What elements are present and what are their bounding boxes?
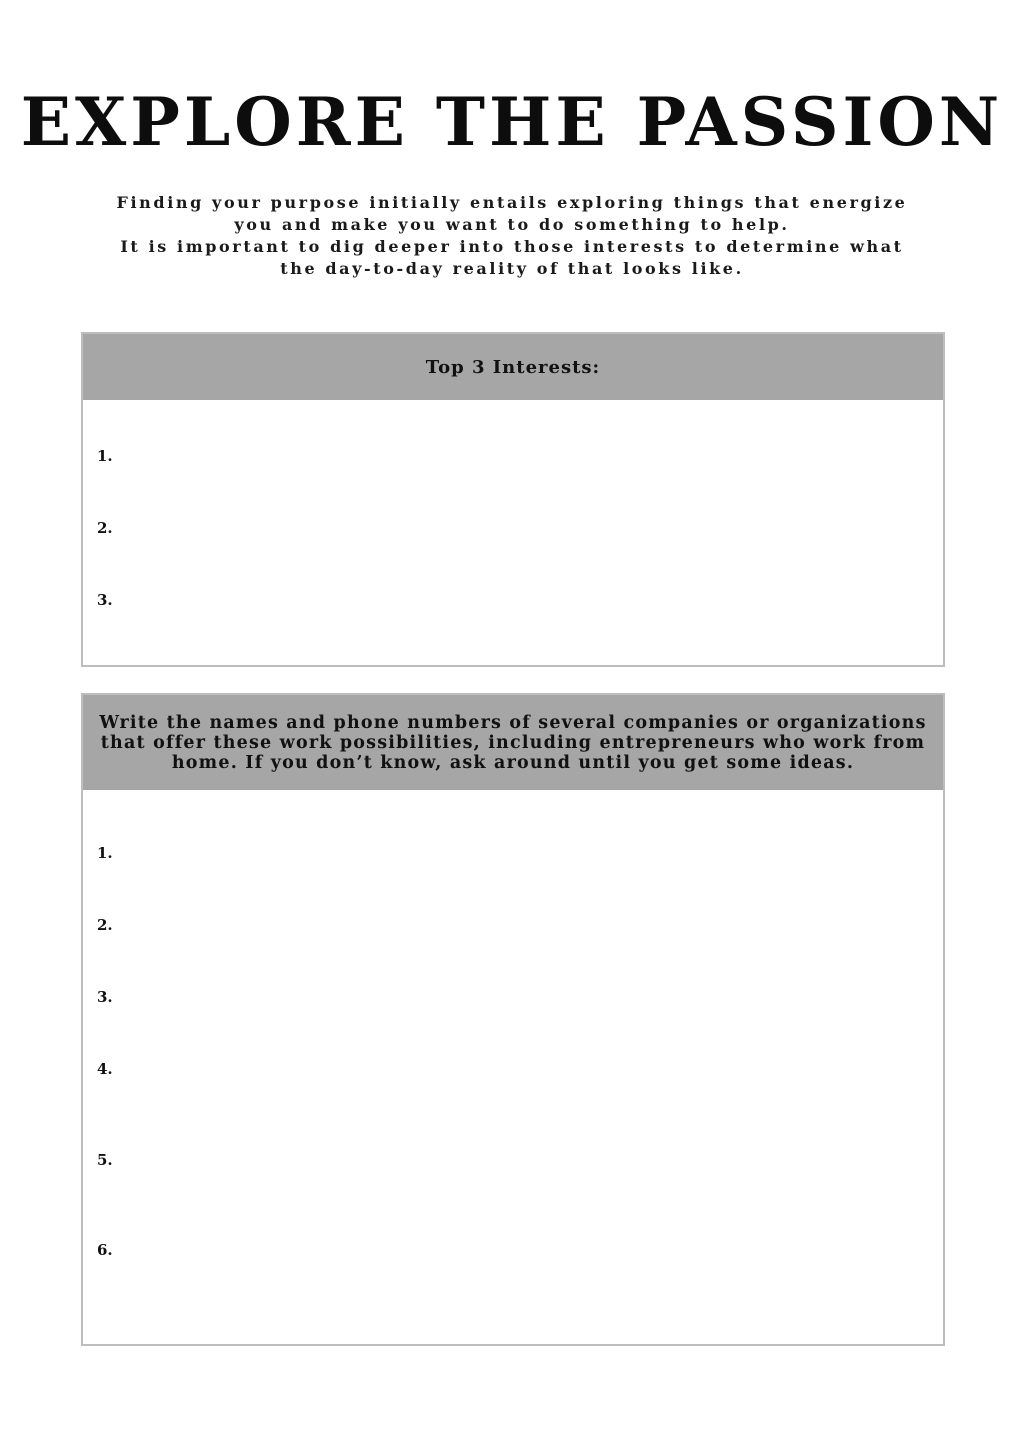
contact-3-write-field[interactable] — [123, 983, 923, 1009]
interest-1-write-field[interactable] — [123, 442, 923, 468]
contact-item-number: 3. — [97, 988, 113, 1006]
intro-paragraph — [90, 192, 934, 280]
intro-line: the day-to-day reality of that looks like. — [280, 259, 744, 278]
contact-item-number: 5. — [97, 1151, 113, 1169]
interest-item-number: 2. — [97, 519, 113, 537]
contact-item-number: 6. — [97, 1241, 113, 1259]
contacts-heading-line: Write the names and phone numbers of several companies or organizations — [99, 712, 927, 733]
contact-5-write-field[interactable] — [123, 1146, 923, 1172]
page-title: EXPLORE THE PASSION — [20, 83, 1004, 161]
contact-item-number: 4. — [97, 1060, 113, 1078]
contact-item-number: 1. — [97, 844, 113, 862]
interests-box — [81, 332, 945, 667]
intro-line: you and make you want to do something to help. — [234, 215, 790, 234]
contact-1-write-field[interactable] — [123, 839, 923, 865]
interest-3-write-field[interactable] — [123, 586, 923, 612]
interest-2-write-field[interactable] — [123, 514, 923, 540]
contact-2-write-field[interactable] — [123, 911, 923, 937]
contacts-heading-line: that offer these work possibilities, including entrepreneurs who work from — [100, 732, 926, 753]
contact-4-write-field[interactable] — [123, 1055, 923, 1081]
interest-item-number: 1. — [97, 447, 113, 465]
interests-heading: Top 3 Interests: — [83, 334, 943, 400]
contacts-heading — [83, 695, 943, 790]
interest-item-number: 3. — [97, 591, 113, 609]
intro-line: Finding your purpose initially entails exploring things that energize — [116, 193, 908, 212]
contact-item-number: 2. — [97, 916, 113, 934]
contact-6-write-field[interactable] — [123, 1236, 923, 1262]
contacts-box — [81, 693, 945, 1346]
intro-line: It is important to dig deeper into those interests to determine what — [120, 237, 904, 256]
contacts-heading-line: home. If you don’t know, ask around until you get some ideas. — [171, 752, 855, 773]
